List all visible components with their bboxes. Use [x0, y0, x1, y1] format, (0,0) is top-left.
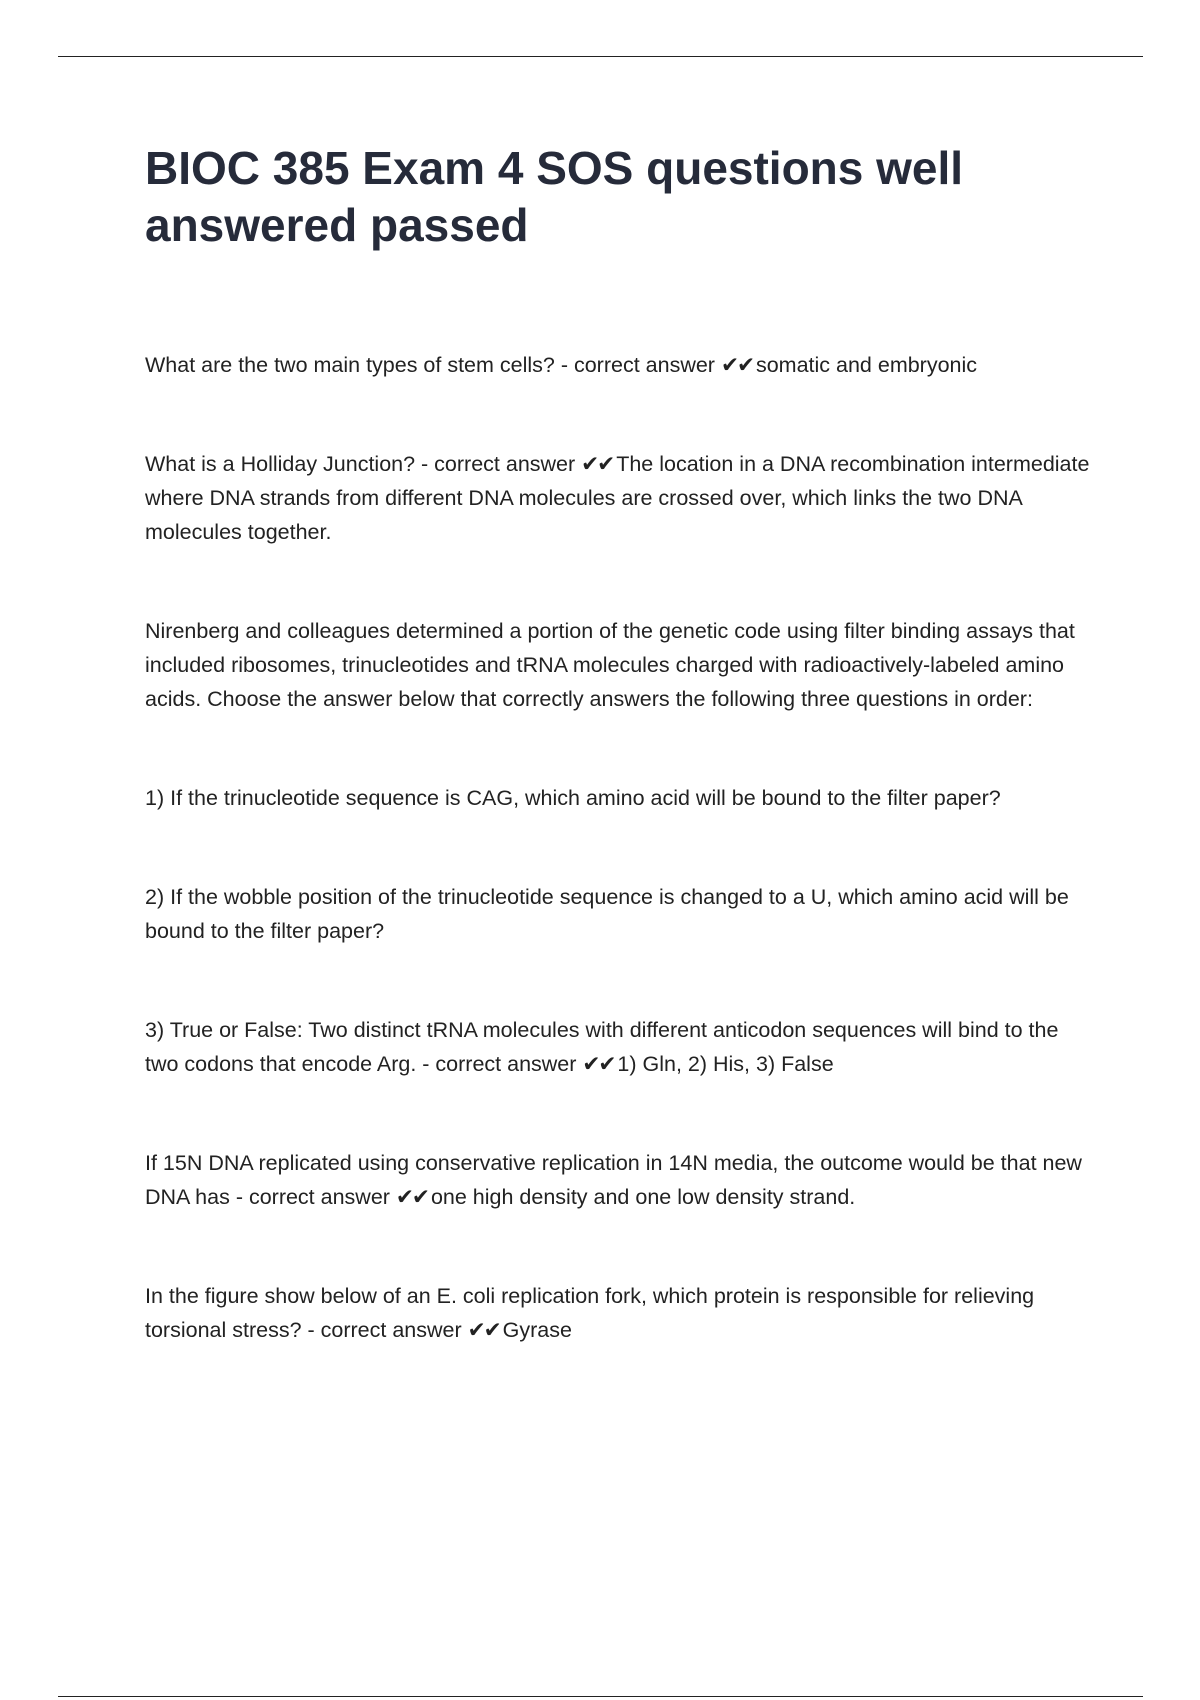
sub-question-1 — [145, 781, 1090, 815]
question-text: What are the two main types of stem cells? - correct answer — [145, 353, 721, 377]
check-marks: ✔✔ — [582, 1052, 615, 1076]
question-holliday-junction — [145, 447, 1090, 549]
document-title: BIOC 385 Exam 4 SOS questions well answered passed — [145, 142, 964, 251]
question-text: If 15N DNA replicated using conservative replication in 14N media, the outcome would be that new DNA has - correct answer — [145, 1151, 1082, 1209]
question-text: What is a Holliday Junction? - correct answer — [145, 452, 582, 476]
check-marks: ✔✔ — [720, 353, 753, 377]
question-text: 2) If the wobble position of the trinucleotide sequence is changed to a U, which amino acid will be bound to the filter paper? — [145, 885, 1069, 943]
question-conservative-replication — [145, 1146, 1090, 1214]
top-rule — [58, 56, 1143, 57]
document-body — [145, 140, 1090, 1347]
question-text: Nirenberg and colleagues determined a portion of the genetic code using filter binding assays that included ribosomes, trinucleotides and tRNA molecules charged with radioactively-labeled amino acids. Choose the answer below that correctly answers the following three questions in order: — [145, 619, 1075, 711]
sub-question-2 — [145, 880, 1090, 948]
bottom-rule — [58, 1696, 1143, 1697]
question-text: In the figure show below of an E. coli replication fork, which protein is responsible for relieving torsional stress? - correct answer — [145, 1284, 1035, 1342]
question-list — [145, 348, 1090, 1347]
question-stem-cells — [145, 348, 1090, 382]
answer-text: somatic and embryonic — [755, 353, 978, 377]
question-replication-fork — [145, 1279, 1090, 1347]
check-marks: ✔✔ — [581, 452, 614, 476]
answer-text: Gyrase — [502, 1318, 572, 1342]
sub-question-3 — [145, 1013, 1090, 1081]
answer-text: The location in a DNA recombination intermediate where DNA strands from different DNA molecules are crossed over, which links the two DNA molecules together. — [145, 452, 1090, 544]
question-text: 1) If the trinucleotide sequence is CAG, which amino acid will be bound to the filter paper? — [145, 786, 1001, 810]
question-text: 3) True or False: Two distinct tRNA molecules with different anticodon sequences will bind to the two codons that encode Arg. - correct answer — [145, 1018, 1059, 1076]
answer-text: one high density and one low density strand. — [430, 1185, 856, 1209]
check-marks: ✔✔ — [467, 1318, 500, 1342]
check-marks: ✔✔ — [395, 1185, 428, 1209]
question-nirenberg-intro — [145, 614, 1090, 716]
answer-text: 1) Gln, 2) His, 3) False — [617, 1052, 834, 1076]
